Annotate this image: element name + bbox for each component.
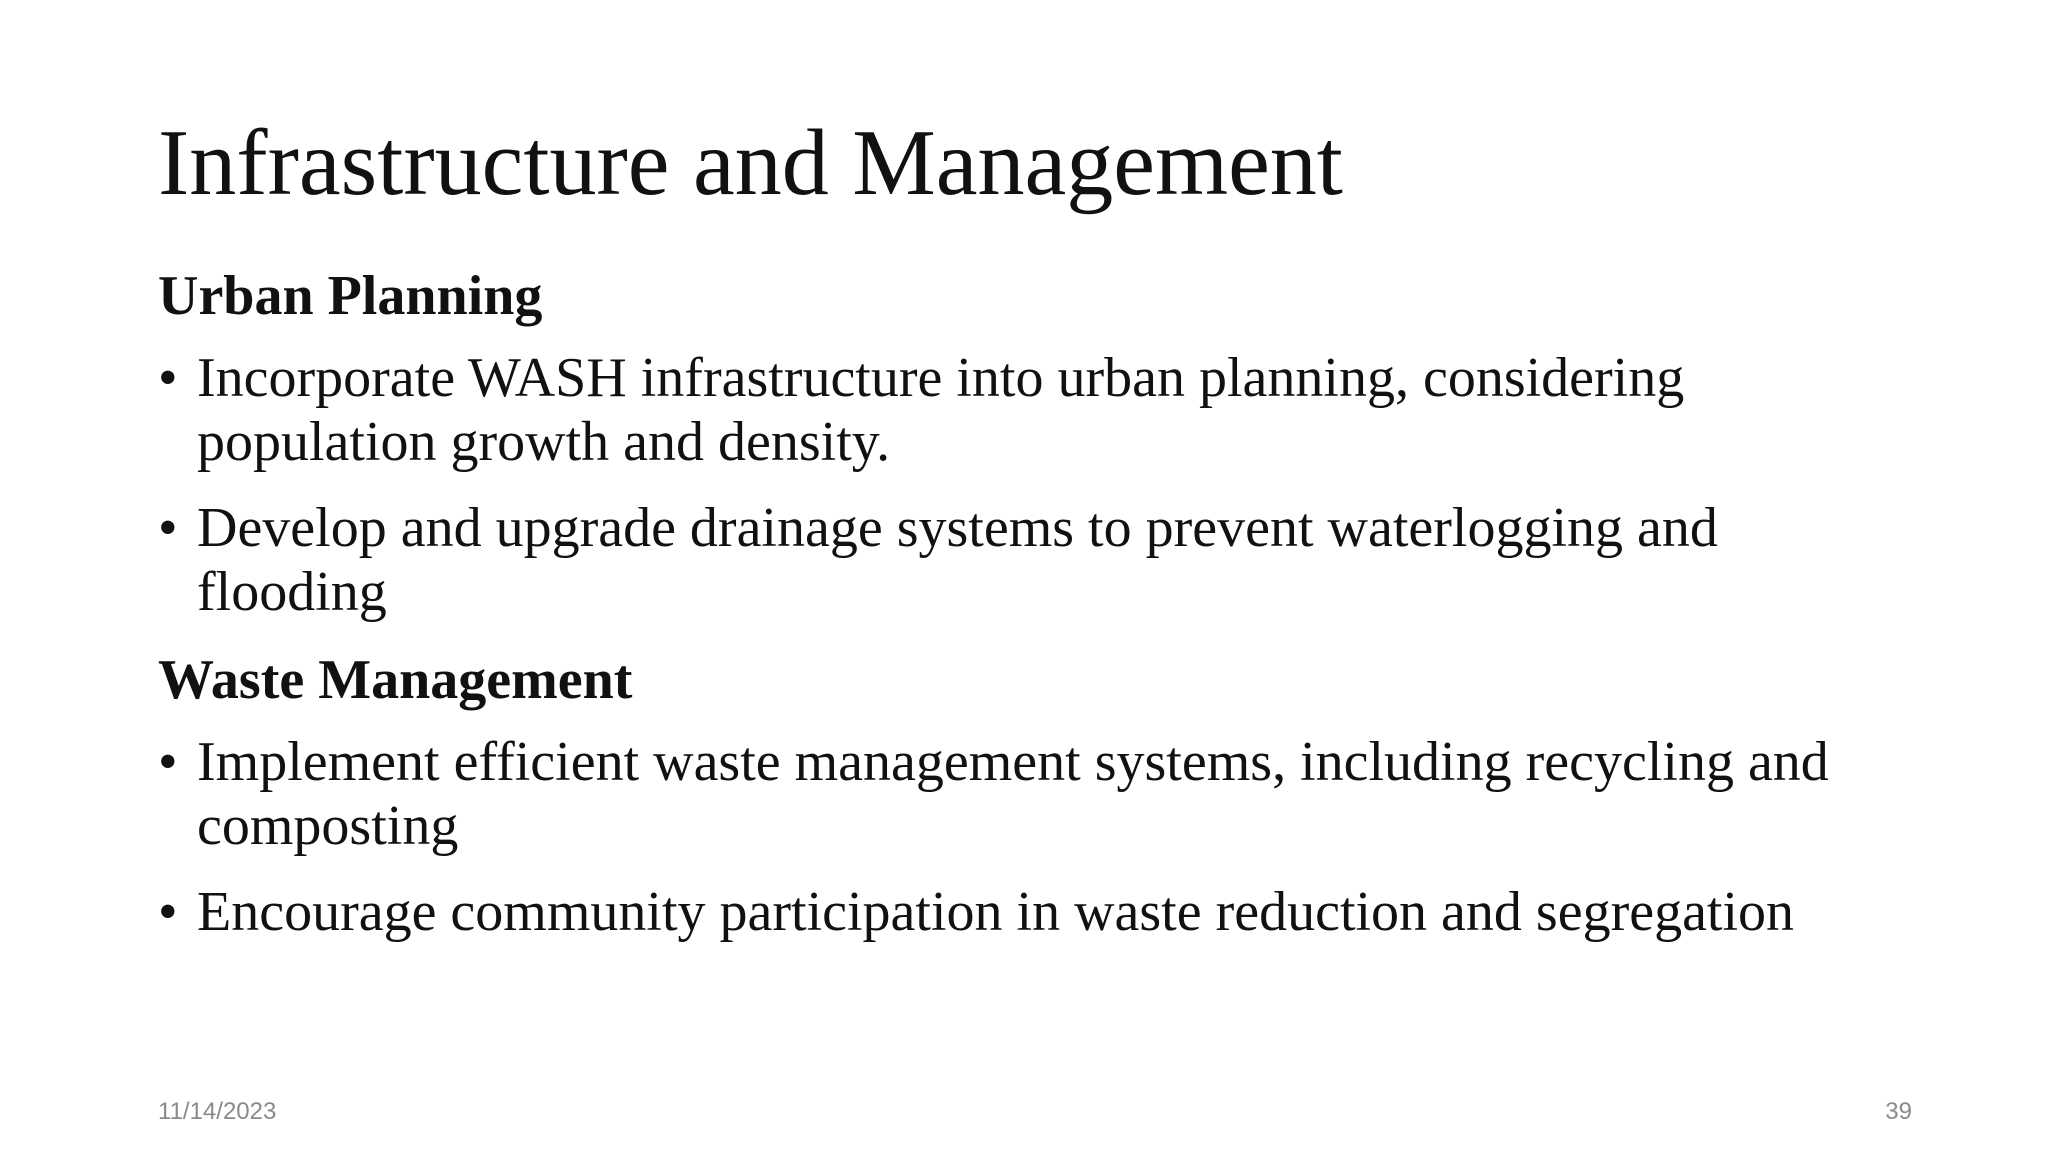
bullet-list <box>158 346 1918 624</box>
bullet-icon: • <box>158 347 178 409</box>
bullet-icon: • <box>158 881 178 943</box>
bullet-text: Develop and upgrade drainage systems to prevent waterlogging and flooding <box>197 497 1718 623</box>
list-item <box>158 346 1918 474</box>
bullet-text: Encourage community participation in waste reduction and segregation <box>197 881 1795 943</box>
list-item <box>158 496 1918 624</box>
footer-page-number: 39 <box>1885 1098 1912 1125</box>
slide-body <box>158 262 1918 966</box>
slide-title: Infrastructure and Management <box>158 111 1343 215</box>
bullet-list <box>158 730 1918 944</box>
list-item <box>158 730 1918 858</box>
footer-date: 11/14/2023 <box>158 1098 277 1125</box>
bullet-text: Incorporate WASH infrastructure into urban planning, considering population growth and density. <box>197 347 1685 473</box>
bullet-icon: • <box>158 731 178 793</box>
list-item <box>158 880 1918 944</box>
bullet-icon: • <box>158 497 178 559</box>
section-waste-management <box>158 646 1918 944</box>
section-heading: Urban Planning <box>158 265 543 327</box>
section-urban-planning <box>158 262 1918 624</box>
section-heading: Waste Management <box>158 649 633 711</box>
bullet-text: Implement efficient waste management systems, including recycling and composting <box>197 731 1829 857</box>
